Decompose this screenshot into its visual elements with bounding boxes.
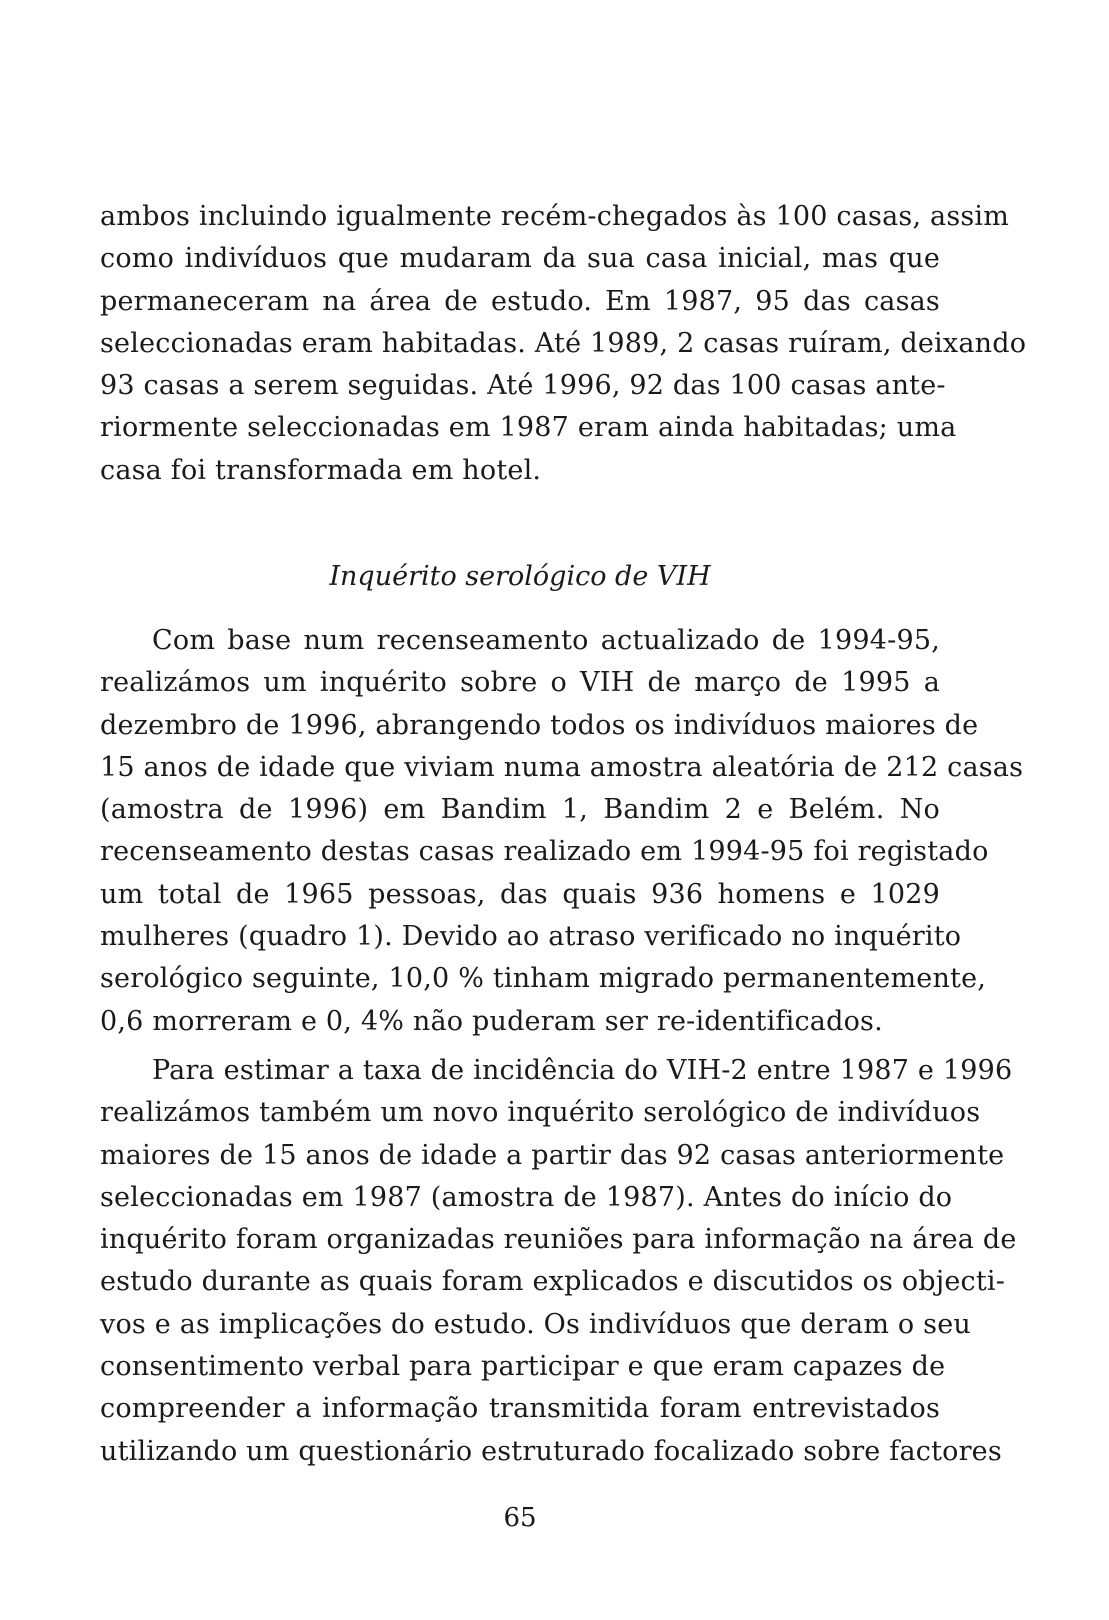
text-line: recenseamento destas casas realizado em 1994-95 foi registado [100, 836, 989, 868]
text-line: como indivíduos que mudaram da sua casa inicial, mas que [100, 243, 940, 275]
text-line: mulheres (quadro 1). Devido ao atraso verificado no inquérito [100, 921, 962, 953]
text-line: serológico seguinte, 10,0 % tinham migrado permanentemente, [100, 963, 987, 995]
text-line: consentimento verbal para participar e que eram capazes de [100, 1351, 946, 1383]
text-line: vos e as implicações do estudo. Os indivíduos que deram o seu [100, 1308, 971, 1340]
text-line: permaneceram na área de estudo. Em 1987, 95 das casas [100, 285, 940, 317]
text-line: realizámos também um novo inquérito serológico de indivíduos [100, 1097, 981, 1129]
text-line: maiores de 15 anos de idade a partir das 92 casas anteriormente [100, 1139, 1005, 1171]
text-line: 15 anos de idade que viviam numa amostra aleatória de 212 casas [100, 751, 1024, 783]
text-line: (amostra de 1996) em Bandim 1, Bandim 2 e Belém. No [100, 794, 940, 826]
text-line: seleccionadas em 1987 (amostra de 1987). Antes do início do [100, 1181, 953, 1213]
text-line: compreender a informação transmitida foram entrevistados [100, 1393, 940, 1425]
text-line: realizámos um inquérito sobre o VIH de março de 1995 a [100, 667, 940, 699]
paragraph-3 [100, 1050, 1017, 1473]
text-line: ambos incluindo igualmente recém-chegados às 100 casas, assim [100, 201, 1010, 232]
text-line: utilizando um questionário estruturado focalizado sobre factores [100, 1435, 1002, 1467]
paragraph-1 [100, 196, 1027, 492]
text-line: estudo durante as quais foram explicados e discutidos os objecti- [100, 1266, 1006, 1298]
text-line: 0,6 morreram e 0, 4% não puderam ser re-identificados. [100, 1005, 883, 1037]
text-line: 93 casas a serem seguidas. Até 1996, 92 das 100 casas ante- [100, 370, 946, 402]
section-heading: Inquérito serológico de VIH [329, 561, 711, 592]
text-line: seleccionadas eram habitadas. Até 1989, 2 casas ruíram, deixando [100, 327, 1027, 359]
page-number: 65 [503, 1503, 537, 1533]
paragraph-2 [100, 620, 1024, 1043]
text-line: inquérito foram organizadas reuniões para informação na área de [100, 1224, 1017, 1256]
text-line: casa foi transformada em hotel. [100, 454, 542, 486]
text-line: dezembro de 1996, abrangendo todos os indivíduos maiores de [100, 709, 979, 741]
text-line: um total de 1965 pessoas, das quais 936 homens e 1029 [100, 878, 940, 910]
text-line: riormente seleccionadas em 1987 eram ainda habitadas; uma [100, 412, 957, 444]
text-line: Com base num recenseamento actualizado de 1994-95, [152, 625, 940, 656]
text-line: Para estimar a taxa de incidência do VIH-2 entre 1987 e 1996 [152, 1055, 1013, 1086]
